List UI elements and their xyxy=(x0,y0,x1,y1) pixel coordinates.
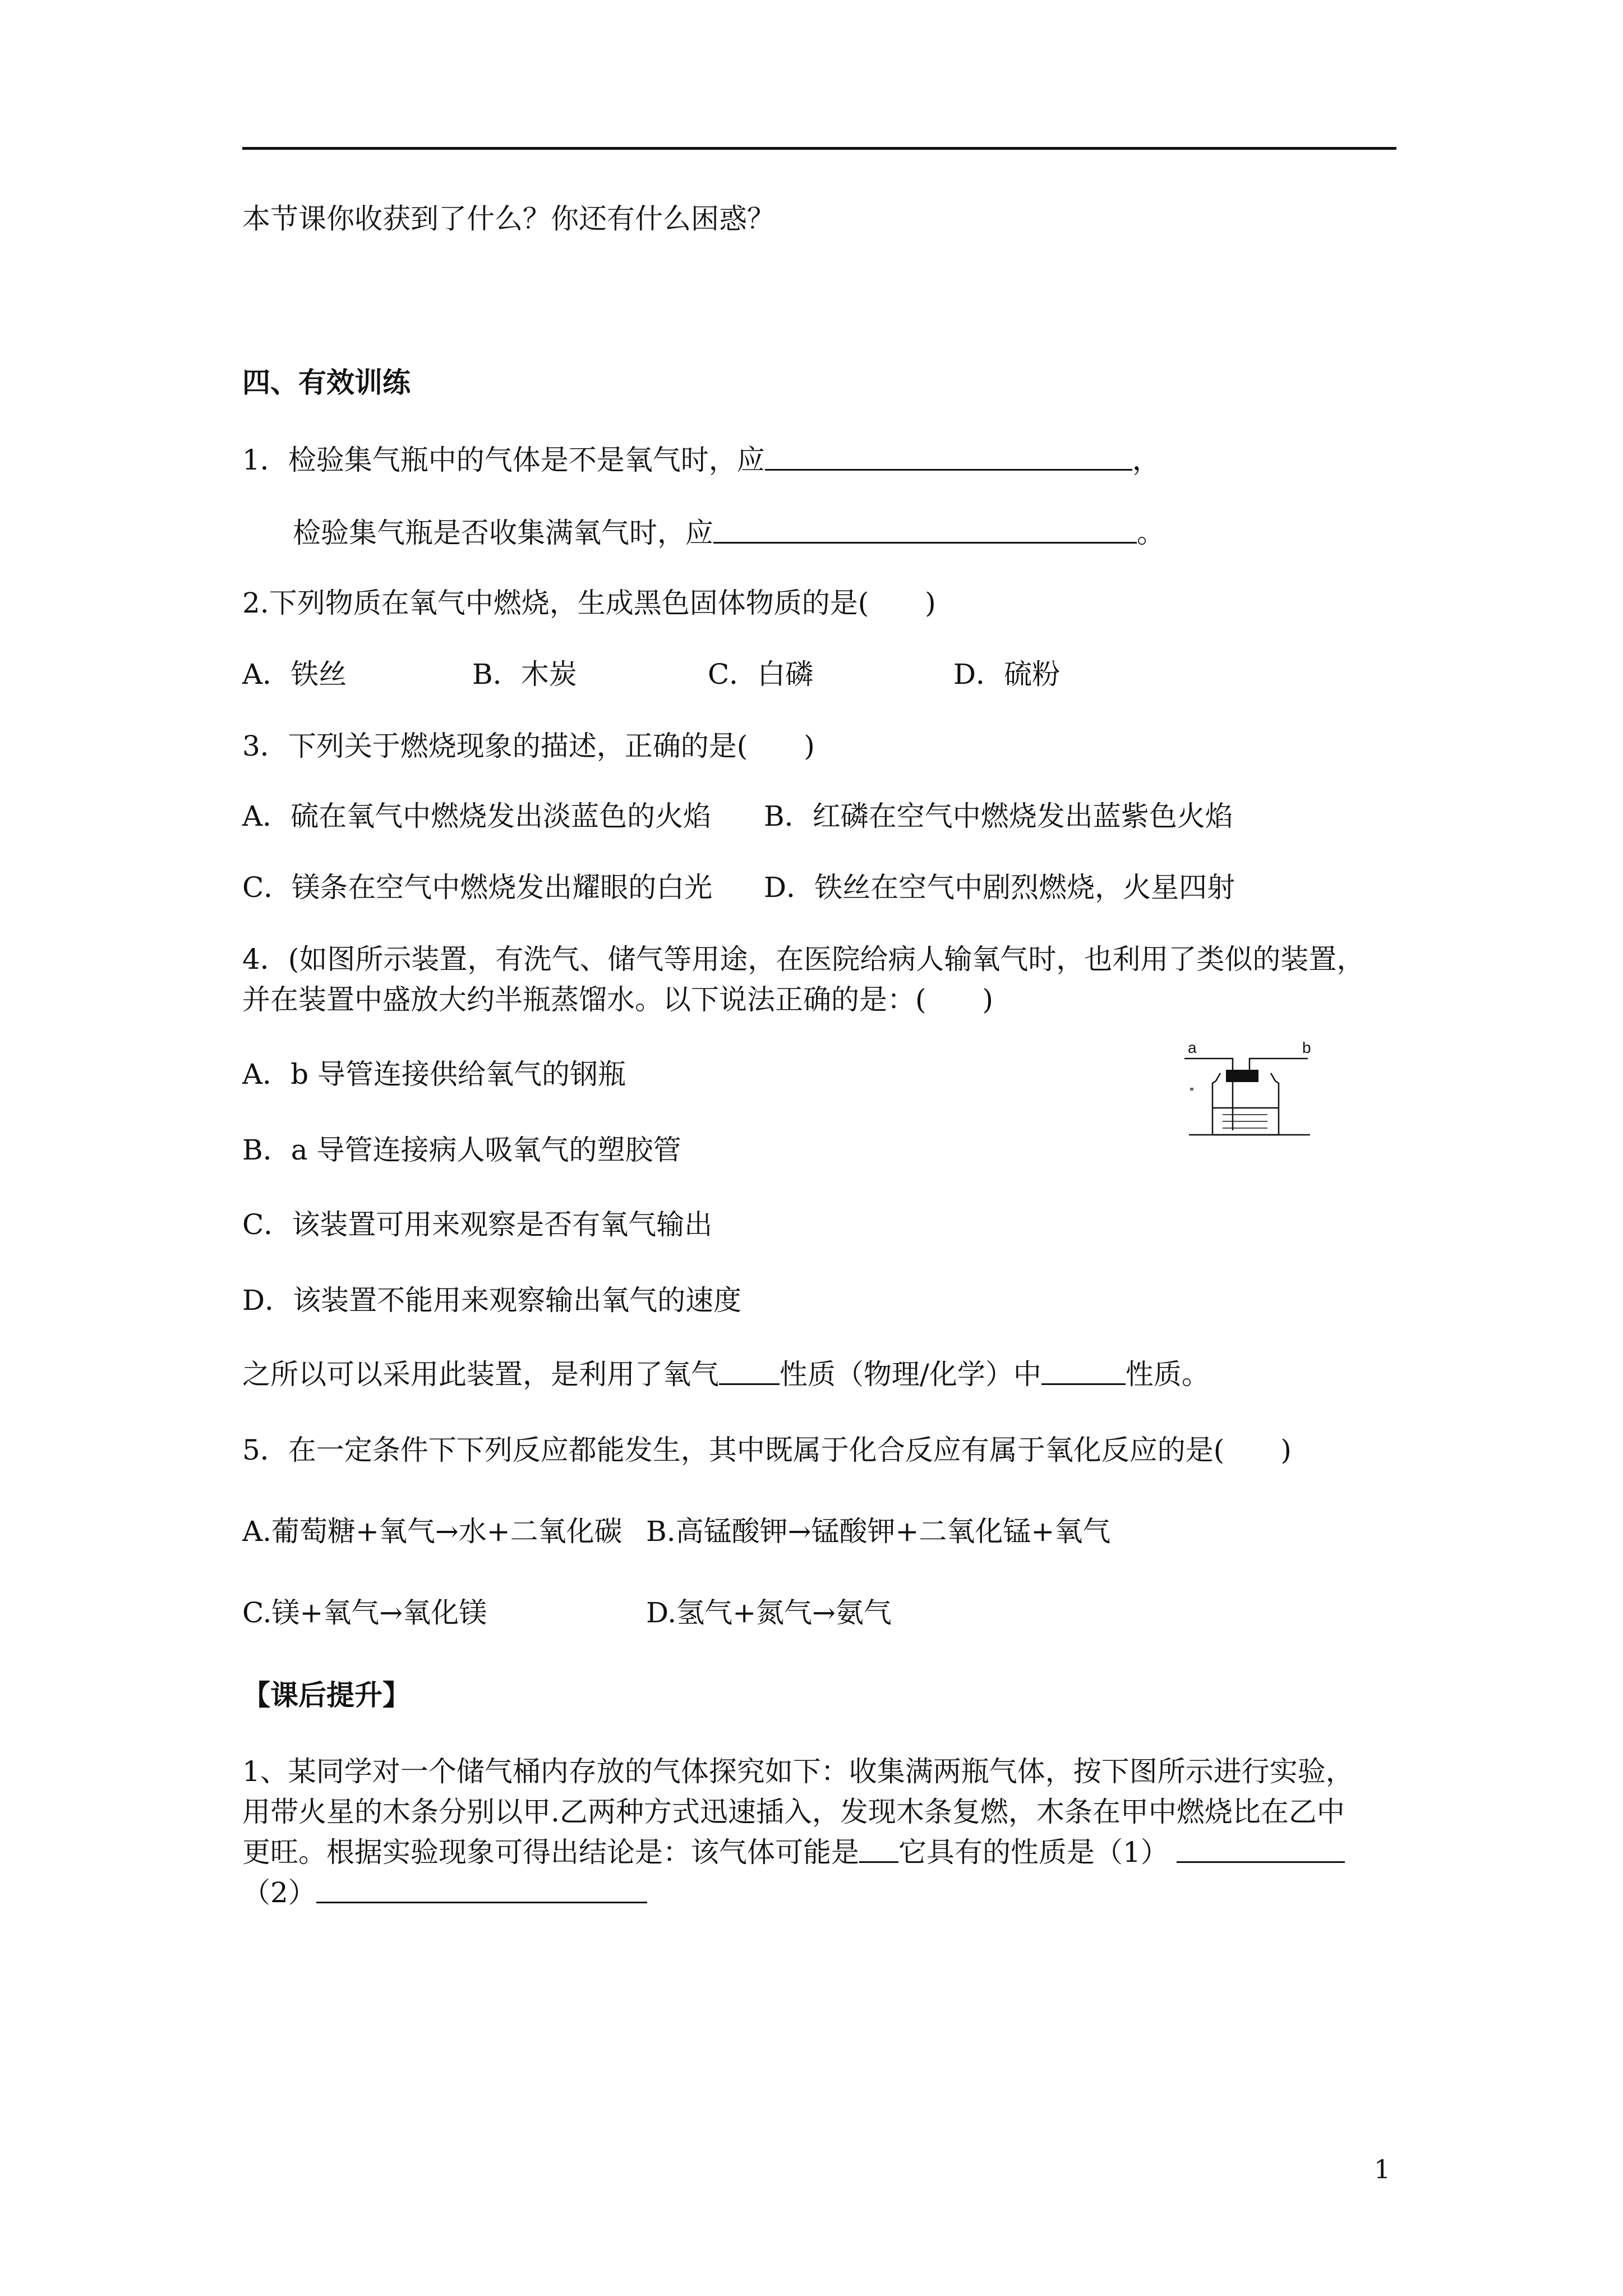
q1-end-1: ， xyxy=(1132,444,1160,476)
after-question-line-1: 1、某同学对一个储气桶内存放的气体探究如下：收集满两瓶气体，按下图所示进行实验， xyxy=(242,1755,1354,1788)
q4-option-d: D．该装置不能用来观察输出氧气的速度 xyxy=(242,1284,742,1317)
answer-blank xyxy=(765,444,1132,471)
q4-option-c: C．该装置可用来观察是否有氧气输出 xyxy=(242,1208,713,1241)
q2-option-d: D．硫粉 xyxy=(953,658,1061,691)
question-4-stem-1: 4．(如图所示装置，有洗气、储气等用途，在医院给病人输氧气时，也利用了类似的装置， xyxy=(242,943,1365,976)
question-1-line-1 xyxy=(242,443,1160,477)
q4-fill-part-1: 之所以可以采用此装置，是利用了氧气 xyxy=(242,1358,719,1391)
q1-text-2: 检验集气瓶是否收集满氧气时，应 xyxy=(293,517,713,549)
after-line-4-label: （2） xyxy=(242,1876,316,1909)
q2-option-c: C．白磷 xyxy=(708,658,814,691)
answer-blank xyxy=(719,1359,780,1385)
after-line-3-part-a: 更旺。根据实验现象可得出结论是：该气体可能是 xyxy=(242,1836,859,1869)
page-number: 1 xyxy=(1374,2154,1391,2184)
gas-washing-bottle-diagram xyxy=(1178,1041,1324,1142)
after-question-line-2: 用带火星的木条分别以甲.乙两种方式迅速插入，发现木条复燃，木条在甲中燃烧比在乙中 xyxy=(242,1796,1345,1828)
q5-option-b: B.高锰酸钾→锰酸钾+二氧化锰+氧气 xyxy=(646,1515,1111,1548)
q5-option-c: C.镁+氧气→氧化镁 xyxy=(242,1596,487,1629)
answer-blank xyxy=(713,517,1137,544)
after-line-3-part-b: 它具有的性质是（1） xyxy=(898,1836,1169,1869)
q3-option-d: D．铁丝在空气中剧烈燃烧，火星四射 xyxy=(764,871,1235,904)
q2-option-a: A．铁丝 xyxy=(242,658,347,691)
q5-option-a: A.葡萄糖+氧气→水+二氧化碳 xyxy=(242,1515,623,1548)
answer-blank xyxy=(1177,1837,1345,1863)
tube-label-a: a xyxy=(1188,1041,1197,1056)
answer-blank xyxy=(859,1837,898,1863)
q4-fill-sentence xyxy=(242,1358,1210,1391)
q1-end-2: 。 xyxy=(1137,517,1165,549)
answer-blank xyxy=(1041,1359,1126,1385)
section-title: 四、有效训练 xyxy=(242,366,411,399)
question-4-stem-2: 并在装置中盛放大约半瓶蒸馏水。以下说法正确的是：( ) xyxy=(242,983,994,1016)
q1-text-1: 1．检验集气瓶中的气体是不是氧气时，应 xyxy=(242,444,765,476)
q4-option-a: A．b 导管连接供给氧气的钢瓶 xyxy=(242,1058,626,1091)
reflection-prompt: 本节课你收获到了什么？你还有什么困惑？ xyxy=(242,203,775,235)
bottle xyxy=(1212,1073,1279,1135)
q4-fill-part-2: 性质（物理/化学）中 xyxy=(780,1358,1041,1391)
question-1-line-2 xyxy=(293,516,1165,550)
q3-option-c: C．镁条在空气中燃烧发出耀眼的白光 xyxy=(242,871,713,904)
after-question-line-3 xyxy=(242,1835,1345,1869)
header-rule xyxy=(242,147,1396,150)
after-question-line-4 xyxy=(242,1876,647,1910)
tube-a xyxy=(1184,1059,1233,1130)
q4-fill-part-3: 性质。 xyxy=(1125,1358,1210,1391)
tube-label-b: b xyxy=(1302,1041,1311,1056)
q3-option-a: A．硫在氧气中燃烧发出淡蓝色的火焰 xyxy=(242,800,712,832)
question-3-stem: 3．下列关于燃烧现象的描述，正确的是( ) xyxy=(242,730,815,762)
stopper xyxy=(1226,1070,1258,1082)
dot-mark xyxy=(1190,1088,1193,1091)
q5-option-d: D.氢气+氮气→氨气 xyxy=(646,1596,892,1629)
q4-option-b: B．a 导管连接病人吸氧气的塑胶管 xyxy=(242,1134,681,1166)
after-class-title: 【课后提升】 xyxy=(242,1678,411,1711)
q2-option-b: B．木炭 xyxy=(472,658,577,691)
question-2-stem: 2.下列物质在氧气中燃烧，生成黑色固体物质的是( ) xyxy=(242,587,936,619)
question-5-stem: 5．在一定条件下下列反应都能发生，其中既属于化合反应有属于氧化反应的是( ) xyxy=(242,1434,1292,1466)
answer-blank xyxy=(316,1877,647,1903)
q3-option-b: B．红磷在空气中燃烧发出蓝紫色火焰 xyxy=(764,800,1233,832)
